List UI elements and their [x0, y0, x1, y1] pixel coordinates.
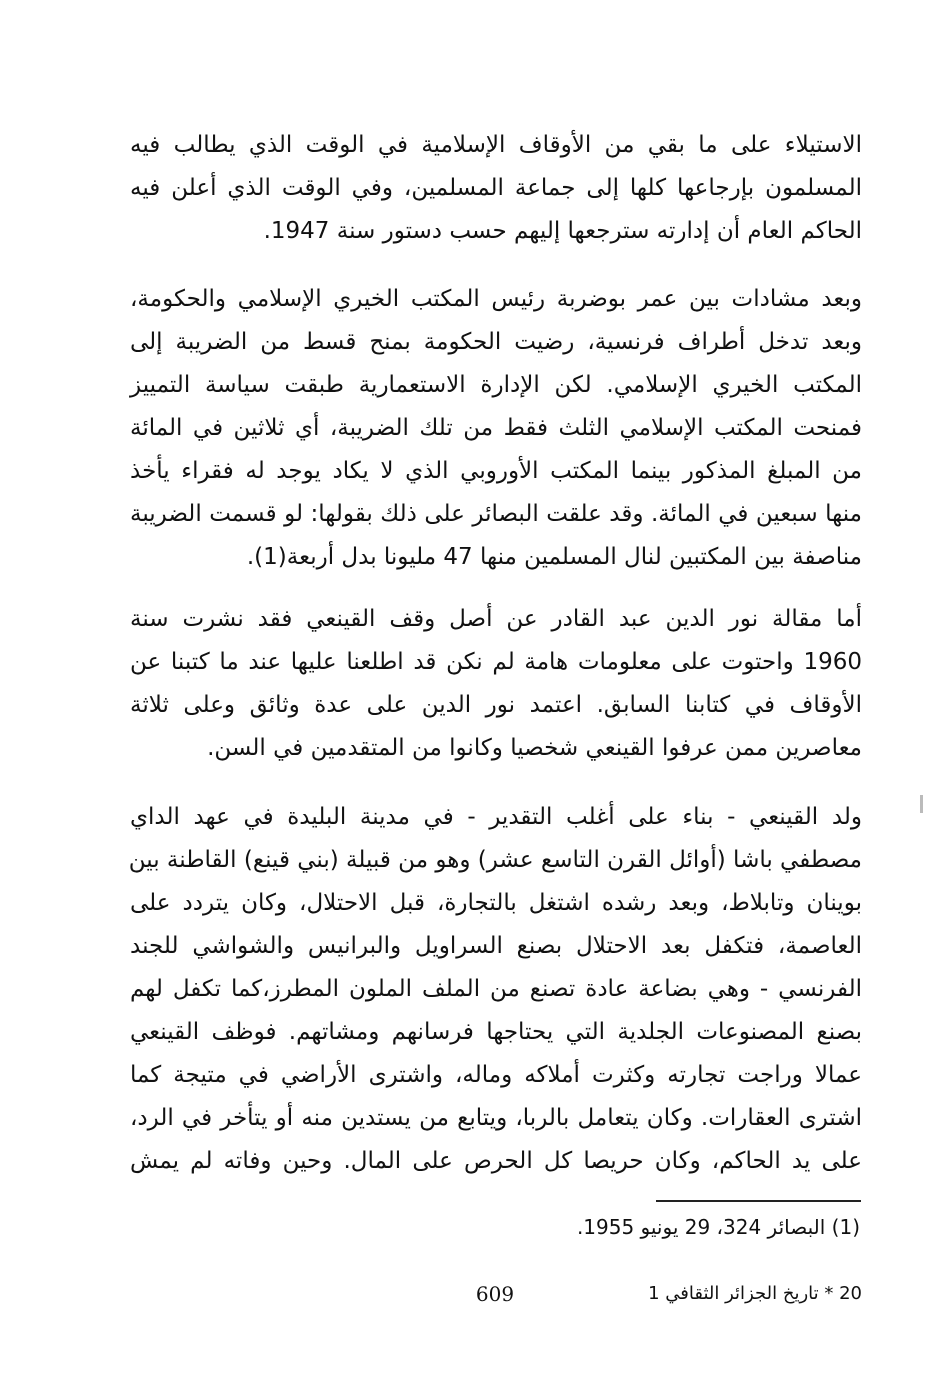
text-line: المسلمون بإرجاعها كلها إلى جماعة المسلمين، وفي الوقت الذي أعلن فيه: [130, 175, 862, 201]
text-line: الحاكم العام أن إدارته سترجعها إليهم حسب دستور سنة 1947.: [263, 218, 862, 244]
text-line: الفرنسي - وهي بضاعة عادة تصنع من الملف الملون المطرز،كما تكفل لهم: [130, 976, 862, 1002]
margin-mark: [920, 795, 923, 813]
paragraph-3: [130, 598, 862, 770]
text-line: فمنحت المكتب الإسلامي الثلث فقط من تلك الضريبة، أي ثلاثين في المائة: [130, 415, 862, 441]
text-line: معاصرين ممن عرفوا القينعي شخصيا وكانوا من المتقدمين في السن.: [207, 735, 862, 761]
paragraph-1: [130, 124, 862, 253]
text-line: الأوقاف في كتابنا السابق. اعتمد نور الدين على عدة وثائق وعلى ثلاثة: [130, 692, 862, 718]
running-footer: 20 * تاريخ الجزائر الثقافي 1: [648, 1283, 862, 1304]
text-line: منها سبعين في المائة. وقد علقت البصائر على ذلك بقولها: لو قسمت الضريبة: [130, 501, 862, 527]
text-line: وبعد تدخل أطراف فرنسية، رضيت الحكومة بمنح قسط من الضريبة إلى: [130, 329, 862, 355]
text-line: ولد القينعي - بناء على أغلب التقدير - في مدينة البليدة في عهد الداي: [130, 804, 862, 830]
paragraph-4: [130, 796, 862, 1183]
footnote-divider: [656, 1200, 861, 1202]
text-line: 1960 واحتوت على معلومات هامة لم نكن قد اطلعنا عليها عند ما كتبنا عن: [130, 649, 862, 675]
text-line: العاصمة، فتكفل بعد الاحتلال بصنع السراويل والبرانيس والشواشي للجند: [130, 933, 862, 959]
text-line: وبعد مشادات بين عمر بوضربة رئيس المكتب الخيري الإسلامي والحكومة،: [130, 286, 862, 312]
page-number: 609: [475, 1282, 515, 1306]
text-line: عمالا وراجت تجارته وكثرت أملاكه وماله، واشترى الأراضي في متيجة كما: [130, 1062, 862, 1088]
text-line: اشترى العقارات. وكان يتعامل بالربا، ويتابع من يستدين منه أو يتأخر في الرد،: [130, 1105, 862, 1131]
paragraph-2: [130, 278, 862, 579]
text-line: مناصفة بين المكتبين لنال المسلمين منها 47 مليونا بدل أربعة(1).: [246, 544, 862, 570]
text-line: أما مقالة نور الدين عبد القادر عن أصل وقف القينعي فقد نشرت سنة: [130, 606, 862, 632]
text-line: من المبلغ المذكور بينما المكتب الأوروبي الذي لا يكاد يوجد له فقراء يأخذ: [130, 458, 862, 484]
text-line: على يد الحاكم، وكان حريصا كل الحرص على المال. وحين وفاته لم يمش: [130, 1148, 862, 1174]
text-line: بصنع المصنوعات الجلدية التي يحتاجها فرسانهم ومشاتهم. فوظف القينعي: [130, 1019, 862, 1045]
text-line: المكتب الخيري الإسلامي. لكن الإدارة الاستعمارية طبقت سياسة التمييز: [130, 372, 862, 398]
footnote: (1) البصائر 324، 29 يونيو 1955.: [576, 1215, 860, 1239]
text-line: الاستيلاء على ما بقي من الأوقاف الإسلامية في الوقت الذي يطالب فيه: [130, 132, 862, 158]
text-line: بوينان وتابلاط، وبعد رشده اشتغل بالتجارة، قبل الاحتلال، وكان يتردد على: [130, 890, 862, 916]
text-line: مصطفي باشا (أوائل القرن التاسع عشر) وهو من قبيلة (بني قينع) القاطنة بين: [128, 847, 862, 873]
